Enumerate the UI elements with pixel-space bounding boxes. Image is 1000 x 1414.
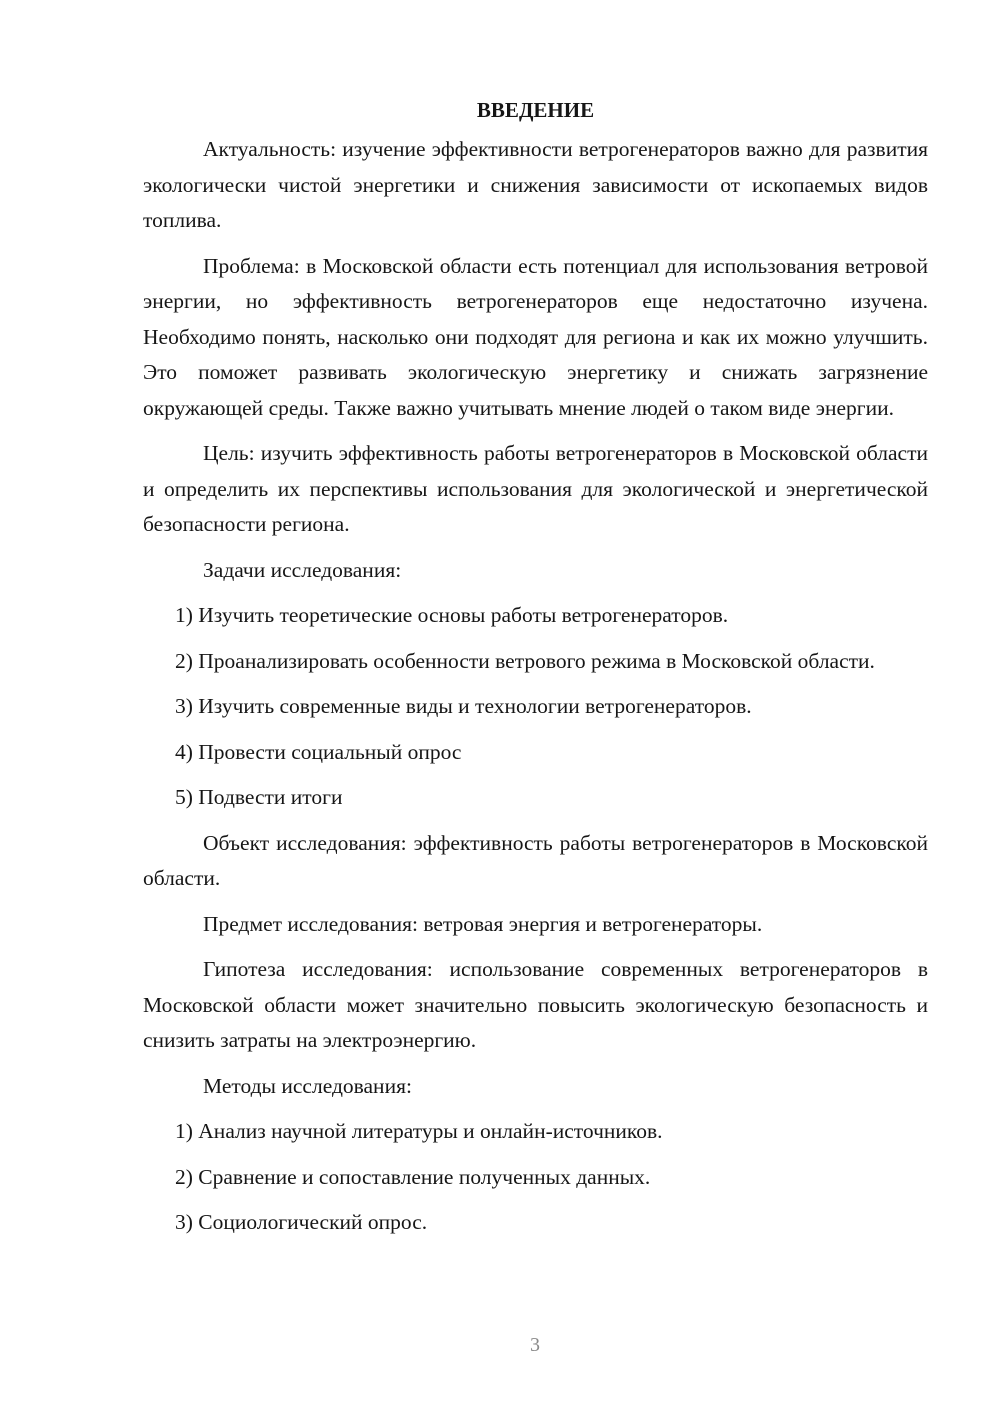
task-item-3: 3) Изучить современные виды и технологии ветрогенераторов.: [175, 694, 752, 718]
task-item-2: 2) Проанализировать особенности ветрового режима в Московской области.: [175, 648, 875, 673]
paragraph-object: Объект исследования: эффективность работы ветрогенераторов в Московской области.: [143, 830, 928, 890]
paragraph-problem: Проблема: в Московской области есть потенциал для использования ветровой энергии, но эффективность ветрогенераторов еще недостаточно изучена. Необходимо понять, насколько они подходят для региона и как их можно улучшить. Это поможет развивать экологическую энергетику и снижать загрязнение окружающей среды. Также важно учитывать мнение людей о таком виде энергии.: [143, 253, 928, 420]
document-title: ВВЕДЕНИЕ: [476, 98, 595, 122]
paragraph-relevance: Актуальность: изучение эффективности ветрогенераторов важно для развития экологически чистой энергетики и снижения зависимости от ископаемых видов топлива.: [143, 137, 928, 232]
tasks-heading: Задачи исследования:: [203, 557, 402, 582]
task-item-1: 1) Изучить теоретические основы работы ветрогенераторов.: [175, 603, 729, 627]
page-number: 3: [530, 1334, 540, 1356]
method-item-3: 3) Социологический опрос.: [175, 1210, 428, 1234]
method-item-2: 2) Сравнение и сопоставление полученных данных.: [175, 1164, 651, 1189]
method-item-1: 1) Анализ научной литературы и онлайн-источников.: [175, 1119, 663, 1143]
task-item-5: 5) Подвести итоги: [175, 785, 343, 809]
paragraph-goal: Цель: изучить эффективность работы ветрогенераторов в Московской области и определить их перспективы использования для экологической и энергетической безопасности региона.: [143, 441, 928, 536]
task-item-4: 4) Провести социальный опрос: [175, 739, 462, 764]
paragraph-hypothesis: Гипотеза исследования: использование современных ветрогенераторов в Московской области может значительно повысить экологическую безопасность и снизить затраты на электроэнергию.: [143, 957, 928, 1052]
paragraph-subject: Предмет исследования: ветровая энергия и ветрогенераторы.: [203, 911, 763, 936]
document-page: [143, 96, 928, 1251]
methods-heading: Методы исследования:: [203, 1073, 412, 1098]
